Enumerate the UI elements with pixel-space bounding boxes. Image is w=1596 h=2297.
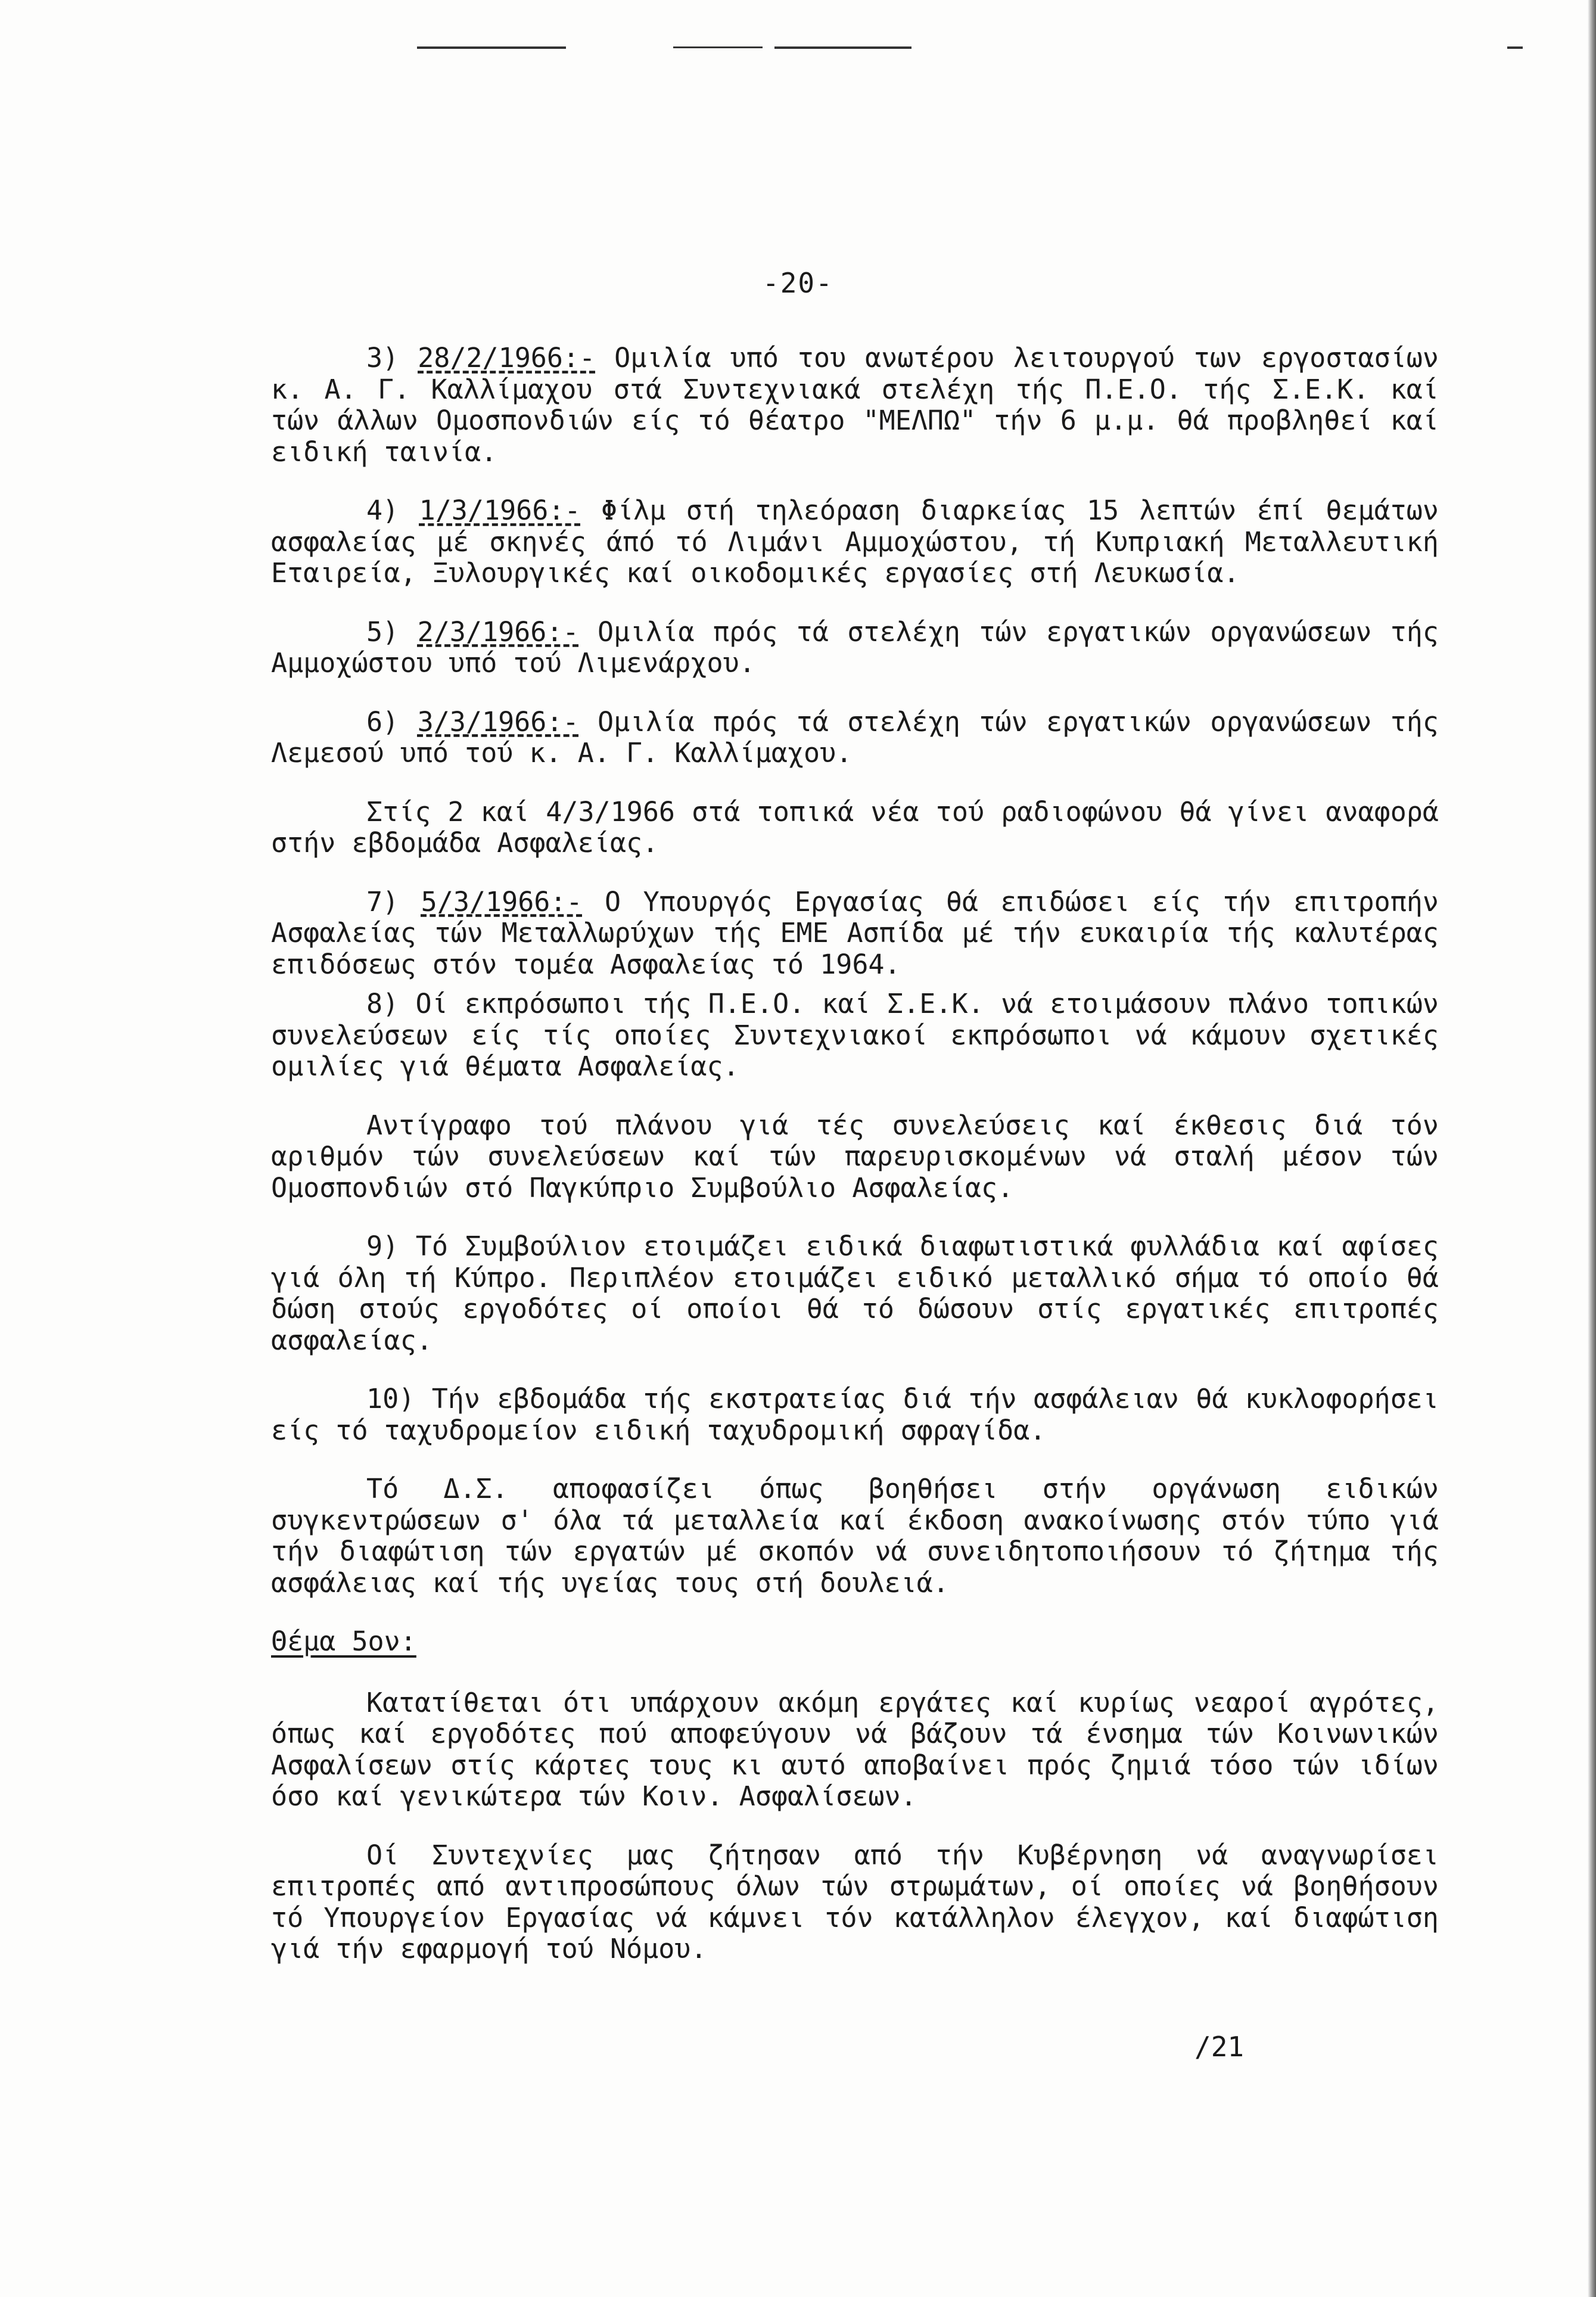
paragraph-item-6	[271, 707, 1439, 769]
item-text: Οί εκπρόσωποι τής Π.Ε.Ο. καί Σ.Ε.Κ. νά ετοιμάσουν πλάνο τοπικών συνελεύσεων είς τίς οποίες Συντεχνιακοί εκπρόσωποι νά κάμουν σχετικές ομιλίες γιά θέματα Ασφαλείας.	[271, 988, 1439, 1082]
item-date: 5/3/1966:-	[421, 885, 583, 918]
item-number: 4)	[366, 495, 399, 526]
paragraph-item-10	[271, 1384, 1439, 1446]
scan-mark-top-4	[1507, 46, 1523, 49]
item-number: 3)	[366, 342, 399, 374]
paragraph-social-insurance	[271, 1687, 1439, 1813]
paragraph-item-4	[271, 495, 1439, 589]
paragraph-item-7	[271, 887, 1439, 981]
scan-mark-top-3	[774, 46, 911, 49]
scan-mark-top-2	[673, 46, 763, 48]
item-text: Ο Υπουργός Εργασίας θά επιδώσει είς τήν επιτροπήν Ασφαλείας τών Μεταλλωρύχων τής ΕΜΕ Ασπίδα μέ τήν ευκαιρία τής καλυτέρας επιδόσεως στόν τομέα Ασφαλείας τό 1964.	[271, 885, 1439, 980]
continuation-marker: /21	[1194, 2031, 1245, 2063]
item-text: Τό Δ.Σ. αποφασίζει όπως βοηθήσει στήν οργάνωση ειδικών συγκεντρώσεων σ' όλα τά μεταλλεία καί έκδοση ανακοίνωσης στόν τύπο γιά τήν διαφώτιση τών εργατών μέ σκοπόν νά συνειδητοποιήσουν τό ζήτημα τής ασφάλειας καί τής υγείας τους στή δουλειά.	[271, 1473, 1439, 1599]
item-number: 5)	[366, 616, 399, 648]
page-number: -20-	[763, 267, 833, 299]
paragraph-item-5	[271, 617, 1439, 679]
item-text: Ομιλία πρός τά στελέχη τών εργατικών οργανώσεων τής Λεμεσού υπό τού κ. Α. Γ. Καλλίμαχου.	[271, 705, 1439, 769]
item-number: 8)	[366, 988, 399, 1019]
item-text: Οί Συντεχνίες μας ζήτησαν από τήν Κυβέρνηση νά αναγνωρίσει επιτροπές από αντιπροσώπους όλων τών στρωμάτων, οί οποίες νά βοηθήσουν τό Υπουργείον Εργασίας νά κάμνει τόν κατάλληλον έλεγχον, καί διαφώτιση γιά τήν εφαρμογή τού Νόμου.	[271, 1839, 1439, 1965]
scan-mark-top-1	[417, 46, 566, 49]
item-date: 3/3/1966:-	[417, 705, 579, 738]
item-text: Ομιλία πρός τά στελέχη τών εργατικών οργανώσεων τής Αμμοχώστου υπό τού Λιμενάρχου.	[271, 616, 1439, 679]
paragraph-unions-request	[271, 1840, 1439, 1965]
section-heading: Θέμα 5ον:	[271, 1625, 416, 1657]
item-date: 28/2/1966:-	[418, 342, 596, 374]
paragraph-item-8	[271, 989, 1439, 1083]
item-text: Τήν εβδομάδα τής εκστρατείας διά τήν ασφάλειαν θά κυκλοφορήσει είς τό ταχυδρομείον ειδική ταχυδρομική σφραγίδα.	[271, 1383, 1439, 1446]
paragraph-radio-news	[271, 797, 1439, 859]
item-text: Αντίγραφο τού πλάνου γιά τές συνελεύσεις καί έκθεσις διά τόν αριθμόν τών συνελεύσεων καί τών παρευρισκομένων νά σταλή μέσον τών Ομοσπονδιών στό Παγκύπριο Συμβούλιο Ασφαλείας.	[271, 1109, 1439, 1204]
paragraph-item-9	[271, 1231, 1439, 1356]
item-text: Τό Συμβούλιον ετοιμάζει ειδικά διαφωτιστικά φυλλάδια καί αφίσες γιά όλη τή Κύπρο. Περιπλέον ετοιμάζει ειδικό μεταλλικό σήμα τό οποίο θά δώση στούς εργοδότες οί οποίοι θά τό δώσουν στίς εργατικές επιτροπές ασφαλείας.	[271, 1230, 1439, 1356]
item-text: Στίς 2 καί 4/3/1966 στά τοπικά νέα τού ραδιοφώνου θά γίνει αναφορά στήν εβδομάδα Ασφαλείας.	[271, 795, 1439, 859]
item-date: 1/3/1966:-	[419, 495, 581, 526]
scan-edge-shadow	[1588, 0, 1596, 2297]
item-date: 2/3/1966:-	[417, 616, 579, 648]
item-text: Ομιλία υπό του ανωτέρου λειτουργού των εργοστασίων κ. Α. Γ. Καλλίμαχου στά Συντεχνιακά στελέχη τής Π.Ε.Ο. τής Σ.Ε.Κ. καί τών άλλων Ομοσπονδιών είς τό θέατρο "ΜΕΛΠΩ" τήν 6 μ.μ. θά προβληθεί καί ειδική ταινία.	[271, 342, 1439, 468]
paragraph-item-3	[271, 343, 1439, 468]
paragraph-board-decision	[271, 1474, 1439, 1599]
paragraph-plan-copy	[271, 1110, 1439, 1204]
item-number: 9)	[366, 1230, 399, 1262]
item-number: 6)	[366, 705, 399, 738]
item-text: Κατατίθεται ότι υπάρχουν ακόμη εργάτες καί κυρίως νεαροί αγρότες, όπως καί εργοδότες πού αποφεύγουν νά βάζουν τά ένσημα τών Κοινωνικών Ασφαλίσεων στίς κάρτες τους κι αυτό αποβαίνει πρός ζημιά τόσο τών ιδίων όσο καί γενικώτερα τών Κοιν. Ασφαλίσεων.	[271, 1686, 1439, 1812]
item-number: 10)	[366, 1383, 415, 1415]
item-text: Φίλμ στή τηλεόραση διαρκείας 15 λεπτών έπί θεμάτων ασφαλείας μέ σκηνές άπό τό Λιμάνι Αμμοχώστου, τή Κυπριακή Μεταλλευτική Εταιρεία, Ξυλουργικές καί οικοδομικές εργασίες στή Λευκωσία.	[271, 495, 1439, 589]
document-body	[271, 343, 1439, 1993]
item-number: 7)	[366, 885, 399, 918]
